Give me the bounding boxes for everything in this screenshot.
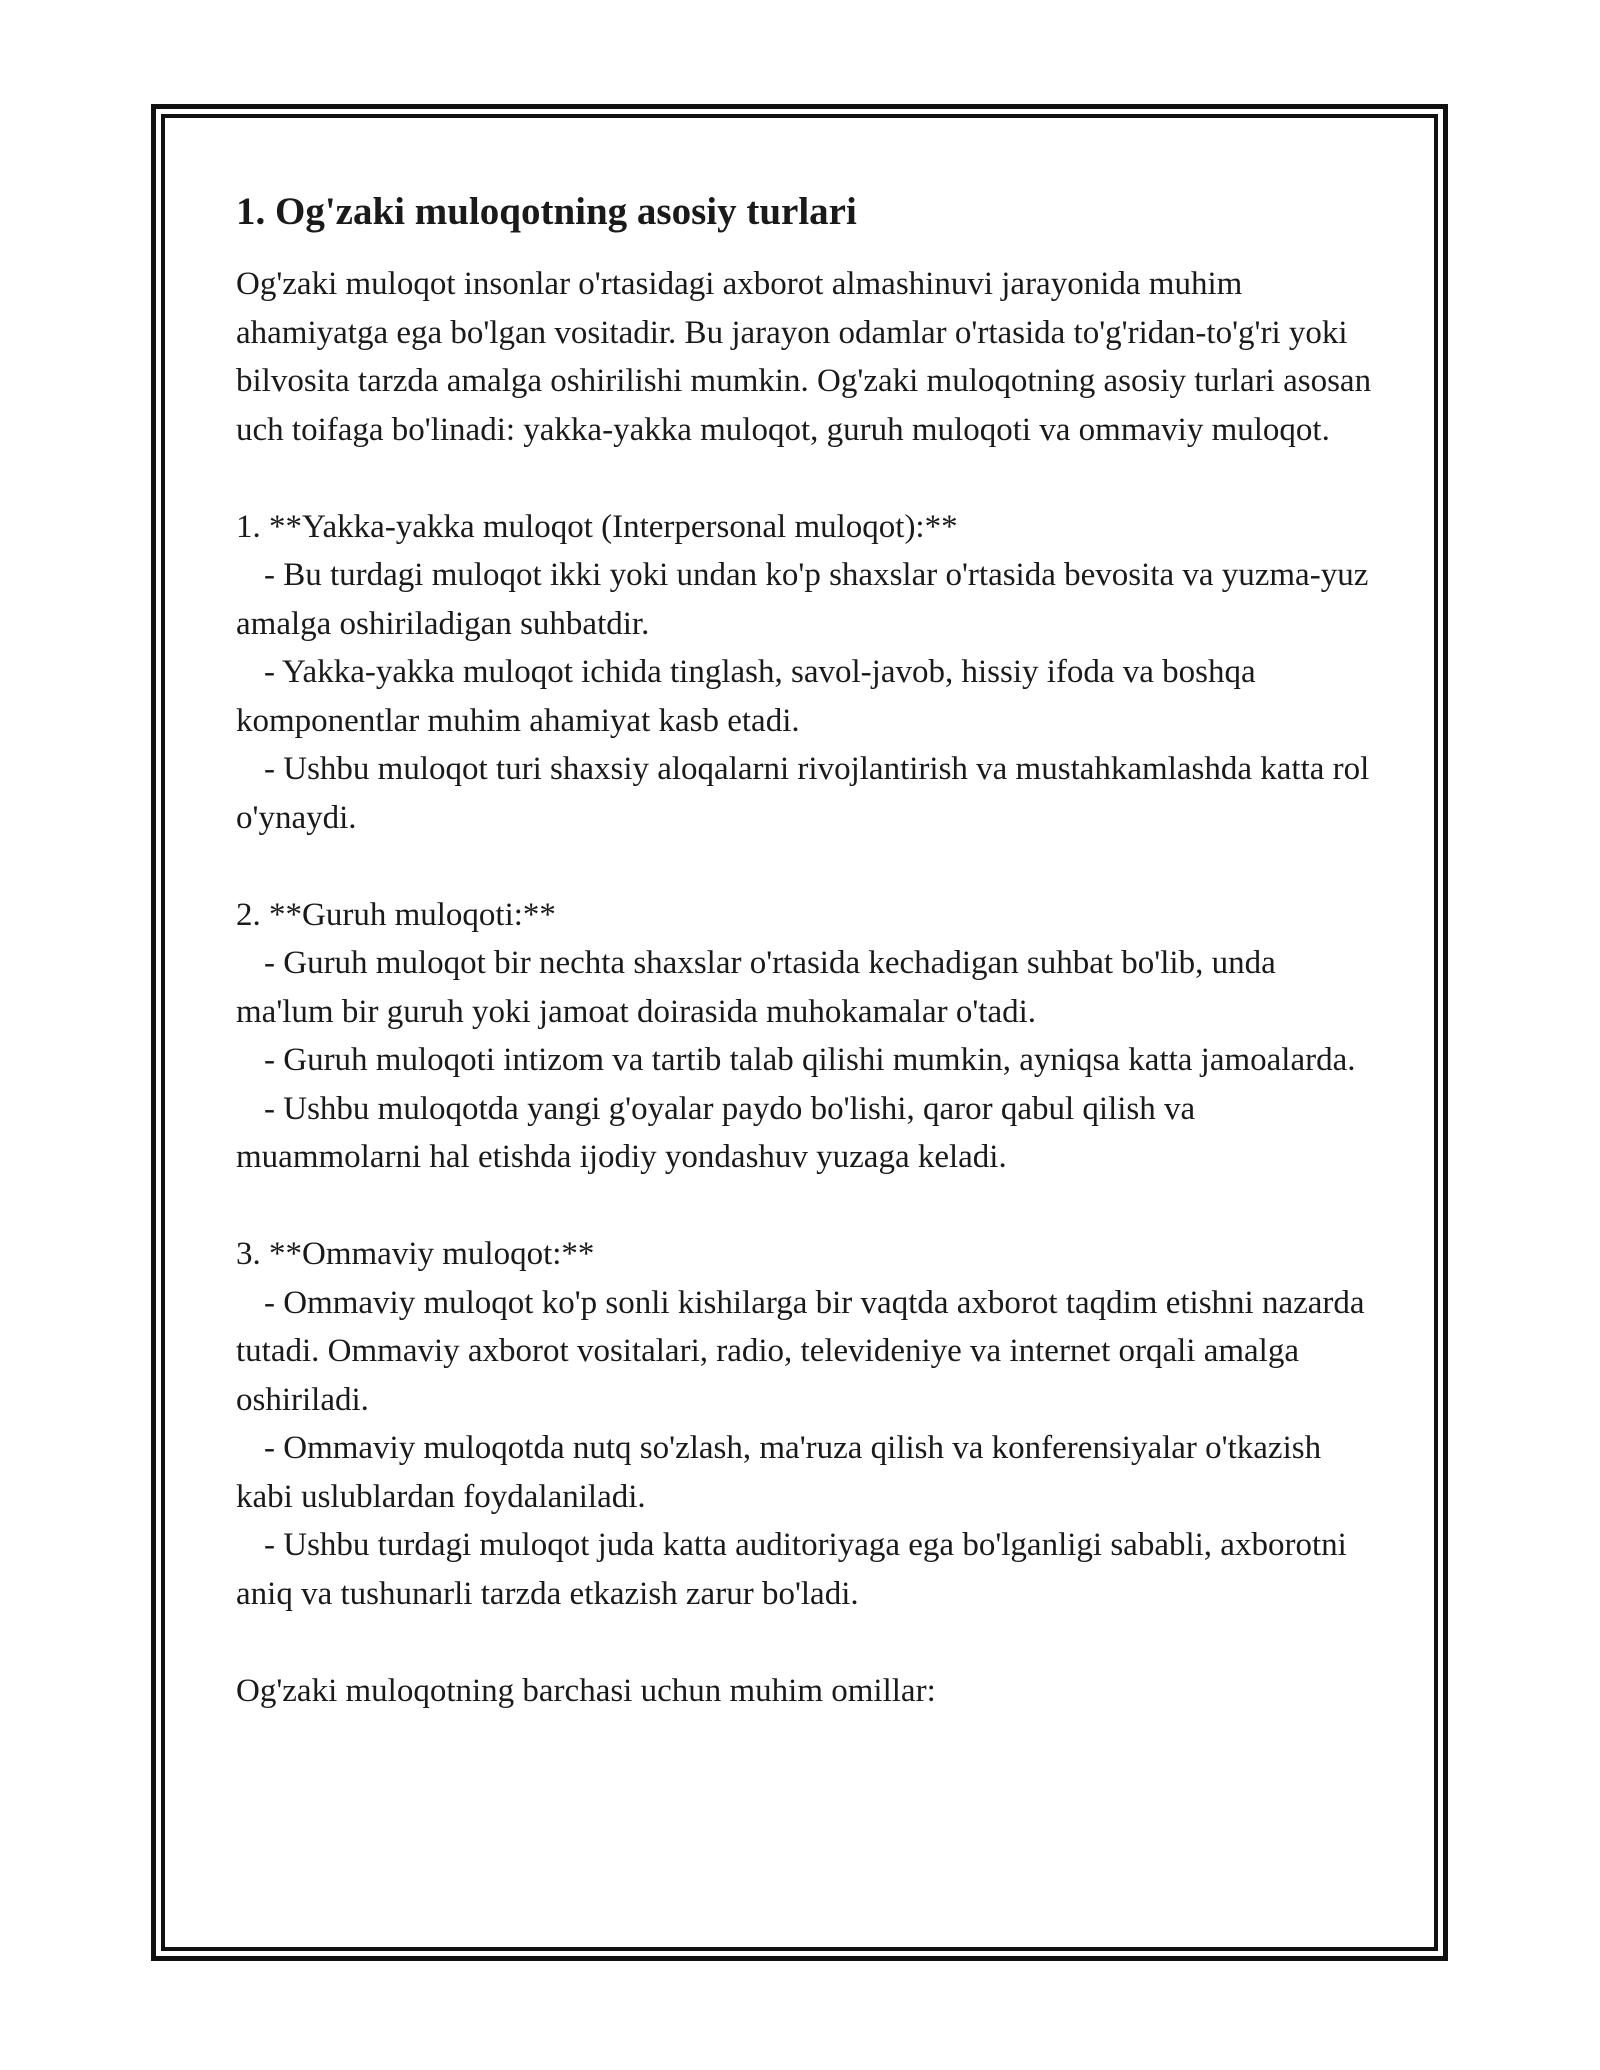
- section-point: - Bu turdagi muloqot ikki yoki undan ko'p shaxslar o'rtasida bevosita va yuzma-yuz amalga oshiriladigan suhbatdir.: [236, 557, 1369, 642]
- section-title: 2. **Guruh muloqoti:**: [236, 896, 556, 933]
- section-heading: 1. Og'zaki muloqotning asosiy turlari: [236, 190, 857, 233]
- spacer: [236, 454, 1376, 503]
- section-point: - Guruh muloqoti intizom va tartib talab qilishi mumkin, ayniqsa katta jamoalarda.: [264, 1042, 1356, 1078]
- section-group: [236, 891, 1376, 1182]
- section-point: - Guruh muloqot bir nechta shaxslar o'rtasida kechadigan suhbat bo'lib, unda ma'lum bir guruh yoki jamoat doirasida muhokamalar o'tadi.: [236, 945, 1276, 1030]
- section-point: - Ushbu turdagi muloqot juda katta auditoriyaga ega bo'lganligi sababli, axborotni aniq va tushunarli tarzda etkazish zarur bo'ladi.: [236, 1527, 1347, 1612]
- section-point: - Ushbu muloqotda yangi g'oyalar paydo bo'lishi, qaror qabul qilish va muammolarni hal etishda ijodiy yondashuv yuzaga keladi.: [236, 1090, 1196, 1175]
- document-body: [236, 188, 1380, 1715]
- section-interpersonal: [236, 503, 1376, 843]
- section-mass: [236, 1230, 1376, 1618]
- spacer: [236, 1618, 1376, 1667]
- spacer: [236, 1182, 1376, 1231]
- section-title: 1. **Yakka-yakka muloqot (Interpersonal muloqot):**: [236, 508, 958, 545]
- section-point: - Ushbu muloqot turi shaxsiy aloqalarni rivojlantirish va mustahkamlashda katta rol o'ynaydi.: [236, 751, 1370, 836]
- section-point: - Ommaviy muloqot ko'p sonli kishilarga bir vaqtda axborot taqdim etishni nazarda tutadi. Ommaviy axborot vositalari, radio, televideniye va internet orqali amalga oshiriladi.: [236, 1284, 1365, 1418]
- closing-paragraph: Og'zaki muloqotning barchasi uchun muhim omillar:: [236, 1672, 936, 1709]
- spacer: [236, 842, 1376, 891]
- section-title: 3. **Ommaviy muloqot:**: [236, 1236, 595, 1272]
- intro-paragraph: Og'zaki muloqot insonlar o'rtasidagi axborot almashinuvi jarayonida muhim ahamiyatga ega bo'lgan vositadir. Bu jarayon odamlar o'rtasida to'g'ridan-to'g'ri yoki bilvosita tarzda amalga oshirilishi mumkin. Og'zaki muloqotning asosiy turlari asosan uch toifaga bo'linadi: yakka-yakka muloqot, guruh muloqoti va ommaviy muloqot.: [236, 266, 1380, 448]
- section-point: - Yakka-yakka muloqot ichida tinglash, savol-javob, hissiy ifoda va boshqa komponentlar muhim ahamiyat kasb etadi.: [236, 654, 1256, 739]
- section-point: - Ommaviy muloqotda nutq so'zlash, ma'ruza qilish va konferensiyalar o'tkazish kabi uslublardan foydalaniladi.: [236, 1430, 1322, 1515]
